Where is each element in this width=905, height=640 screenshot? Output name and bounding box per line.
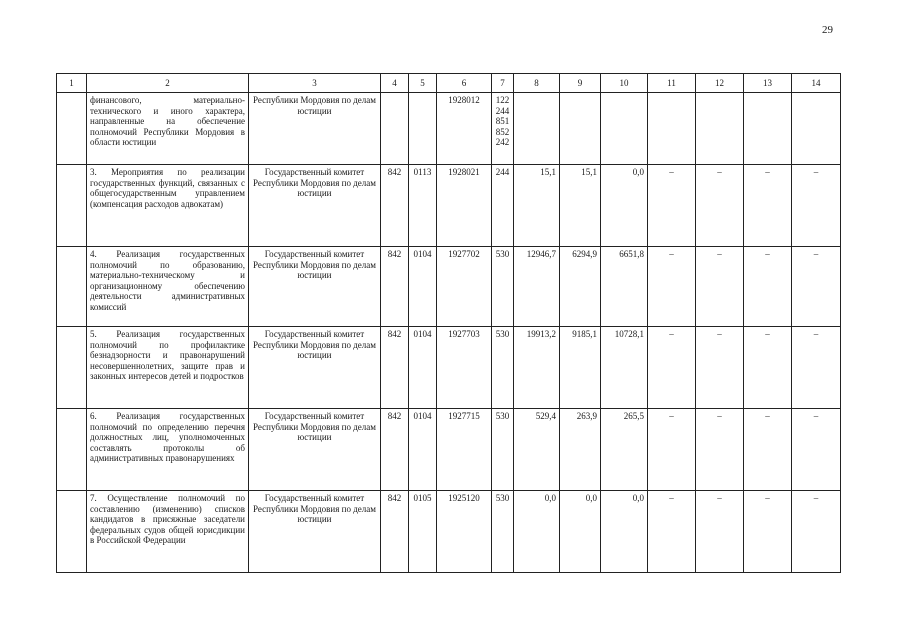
total-amount-cell: 0,0 — [514, 491, 560, 573]
row-index-cell — [57, 247, 87, 327]
section-code-cell: 0105 — [409, 491, 437, 573]
administrator-cell: Государственный комитет Республики Мордовия по делам юстиции — [249, 247, 381, 327]
target-article-cell: 1927703 — [437, 327, 492, 409]
expense-type-code: 530 — [495, 493, 510, 503]
column-header: 2 — [87, 74, 249, 93]
target-article-cell: 1928012 — [437, 93, 492, 165]
amount-cell: 263,9 — [560, 409, 601, 491]
expense-type-cell — [492, 93, 514, 165]
amount-cell — [696, 93, 744, 165]
amount-cell: – — [744, 327, 792, 409]
department-code-cell: 842 — [381, 327, 409, 409]
section-code-cell: 0113 — [409, 165, 437, 247]
section-code-cell: 0104 — [409, 247, 437, 327]
budget-table — [56, 73, 841, 573]
amount-cell: 6294,9 — [560, 247, 601, 327]
amount-cell: – — [792, 409, 841, 491]
amount-cell — [744, 93, 792, 165]
column-header: 6 — [437, 74, 492, 93]
administrator-cell: Республики Мордовия по делам юстиции — [249, 93, 381, 165]
table-row — [57, 327, 841, 409]
target-article-cell: 1927715 — [437, 409, 492, 491]
expense-type-code: 242 — [495, 137, 510, 147]
amount-cell: – — [792, 491, 841, 573]
amount-cell: – — [696, 327, 744, 409]
total-amount-cell: 15,1 — [514, 165, 560, 247]
expense-type-cell — [492, 247, 514, 327]
expense-type-code: 851 — [495, 116, 510, 126]
target-article-cell: 1925120 — [437, 491, 492, 573]
total-amount-cell: 19913,2 — [514, 327, 560, 409]
table-row — [57, 247, 841, 327]
column-header: 12 — [696, 74, 744, 93]
section-code-cell — [409, 93, 437, 165]
column-header: 9 — [560, 74, 601, 93]
total-amount-cell: 529,4 — [514, 409, 560, 491]
column-header: 1 — [57, 74, 87, 93]
expense-type-cell — [492, 165, 514, 247]
department-code-cell: 842 — [381, 491, 409, 573]
purpose-cell: 4. Реализация государственных полномочий по образованию, материально-техническому и организационному обеспечению деятельности административных комиссий — [87, 247, 249, 327]
expense-type-code: 122 — [495, 95, 510, 105]
amount-cell — [648, 93, 696, 165]
row-index-cell — [57, 327, 87, 409]
table-header-row — [57, 74, 841, 93]
amount-cell: 0,0 — [601, 491, 648, 573]
expense-type-code: 244 — [495, 105, 510, 116]
target-article-cell: 1927702 — [437, 247, 492, 327]
table-row — [57, 165, 841, 247]
column-header: 3 — [249, 74, 381, 93]
expense-type-cell — [492, 491, 514, 573]
amount-cell: 0,0 — [601, 165, 648, 247]
amount-cell: – — [792, 165, 841, 247]
row-index-cell — [57, 491, 87, 573]
amount-cell: – — [696, 409, 744, 491]
amount-cell: – — [792, 247, 841, 327]
column-header: 14 — [792, 74, 841, 93]
amount-cell — [792, 93, 841, 165]
amount-cell: – — [744, 491, 792, 573]
expense-type-code: 530 — [495, 249, 510, 259]
section-code-cell: 0104 — [409, 409, 437, 491]
table-row — [57, 491, 841, 573]
purpose-cell: 7. Осуществление полномочий по составлению (изменению) списков кандидатов в присяжные заседатели федеральных судов общей юрисдикции в Российской Федерации — [87, 491, 249, 573]
table-row — [57, 93, 841, 165]
amount-cell: 9185,1 — [560, 327, 601, 409]
amount-cell: – — [648, 165, 696, 247]
expense-type-cell — [492, 409, 514, 491]
column-header: 8 — [514, 74, 560, 93]
administrator-cell: Государственный комитет Республики Мордовия по делам юстиции — [249, 165, 381, 247]
amount-cell: 265,5 — [601, 409, 648, 491]
amount-cell: – — [792, 327, 841, 409]
amount-cell: 6651,8 — [601, 247, 648, 327]
amount-cell: – — [648, 327, 696, 409]
purpose-cell: финансового, материально-технического и иного характера, направленные на обеспечение полномочий Республики Мордовия в области юстиции — [87, 93, 249, 165]
row-index-cell — [57, 409, 87, 491]
amount-cell — [560, 93, 601, 165]
total-amount-cell — [514, 93, 560, 165]
department-code-cell: 842 — [381, 409, 409, 491]
department-code-cell: 842 — [381, 247, 409, 327]
column-header: 11 — [648, 74, 696, 93]
row-index-cell — [57, 93, 87, 165]
expense-type-cell — [492, 327, 514, 409]
amount-cell: – — [696, 491, 744, 573]
row-index-cell — [57, 165, 87, 247]
page-number: 29 — [822, 24, 833, 36]
amount-cell: – — [648, 491, 696, 573]
purpose-cell: 3. Мероприятия по реализации государственных функций, связанных с общегосударственным управлением (компенсация расходов адвокатам) — [87, 165, 249, 247]
amount-cell: – — [696, 247, 744, 327]
amount-cell: – — [648, 247, 696, 327]
administrator-cell: Государственный комитет Республики Мордовия по делам юстиции — [249, 491, 381, 573]
amount-cell: 0,0 — [560, 491, 601, 573]
amount-cell: 10728,1 — [601, 327, 648, 409]
purpose-cell: 6. Реализация государственных полномочий по определению перечня должностных лиц, уполномоченных составлять протоколы об административных правонарушениях — [87, 409, 249, 491]
amount-cell — [601, 93, 648, 165]
expense-type-code: 852 — [495, 126, 510, 137]
section-code-cell: 0104 — [409, 327, 437, 409]
table-row — [57, 409, 841, 491]
expense-type-code: 530 — [495, 411, 510, 421]
purpose-cell: 5. Реализация государственных полномочий по профилактике безнадзорности и правонарушений несовершеннолетних, защите прав и законных интересов детей и подростков — [87, 327, 249, 409]
column-header: 4 — [381, 74, 409, 93]
total-amount-cell: 12946,7 — [514, 247, 560, 327]
amount-cell: – — [696, 165, 744, 247]
amount-cell: – — [648, 409, 696, 491]
administrator-cell: Государственный комитет Республики Мордовия по делам юстиции — [249, 327, 381, 409]
department-code-cell — [381, 93, 409, 165]
column-header: 5 — [409, 74, 437, 93]
expense-type-code: 244 — [495, 167, 510, 177]
column-header: 10 — [601, 74, 648, 93]
department-code-cell: 842 — [381, 165, 409, 247]
amount-cell: – — [744, 409, 792, 491]
target-article-cell: 1928021 — [437, 165, 492, 247]
amount-cell: – — [744, 165, 792, 247]
administrator-cell: Государственный комитет Республики Мордовия по делам юстиции — [249, 409, 381, 491]
expense-type-code: 530 — [495, 329, 510, 339]
column-header: 7 — [492, 74, 514, 93]
column-header: 13 — [744, 74, 792, 93]
amount-cell: – — [744, 247, 792, 327]
amount-cell: 15,1 — [560, 165, 601, 247]
